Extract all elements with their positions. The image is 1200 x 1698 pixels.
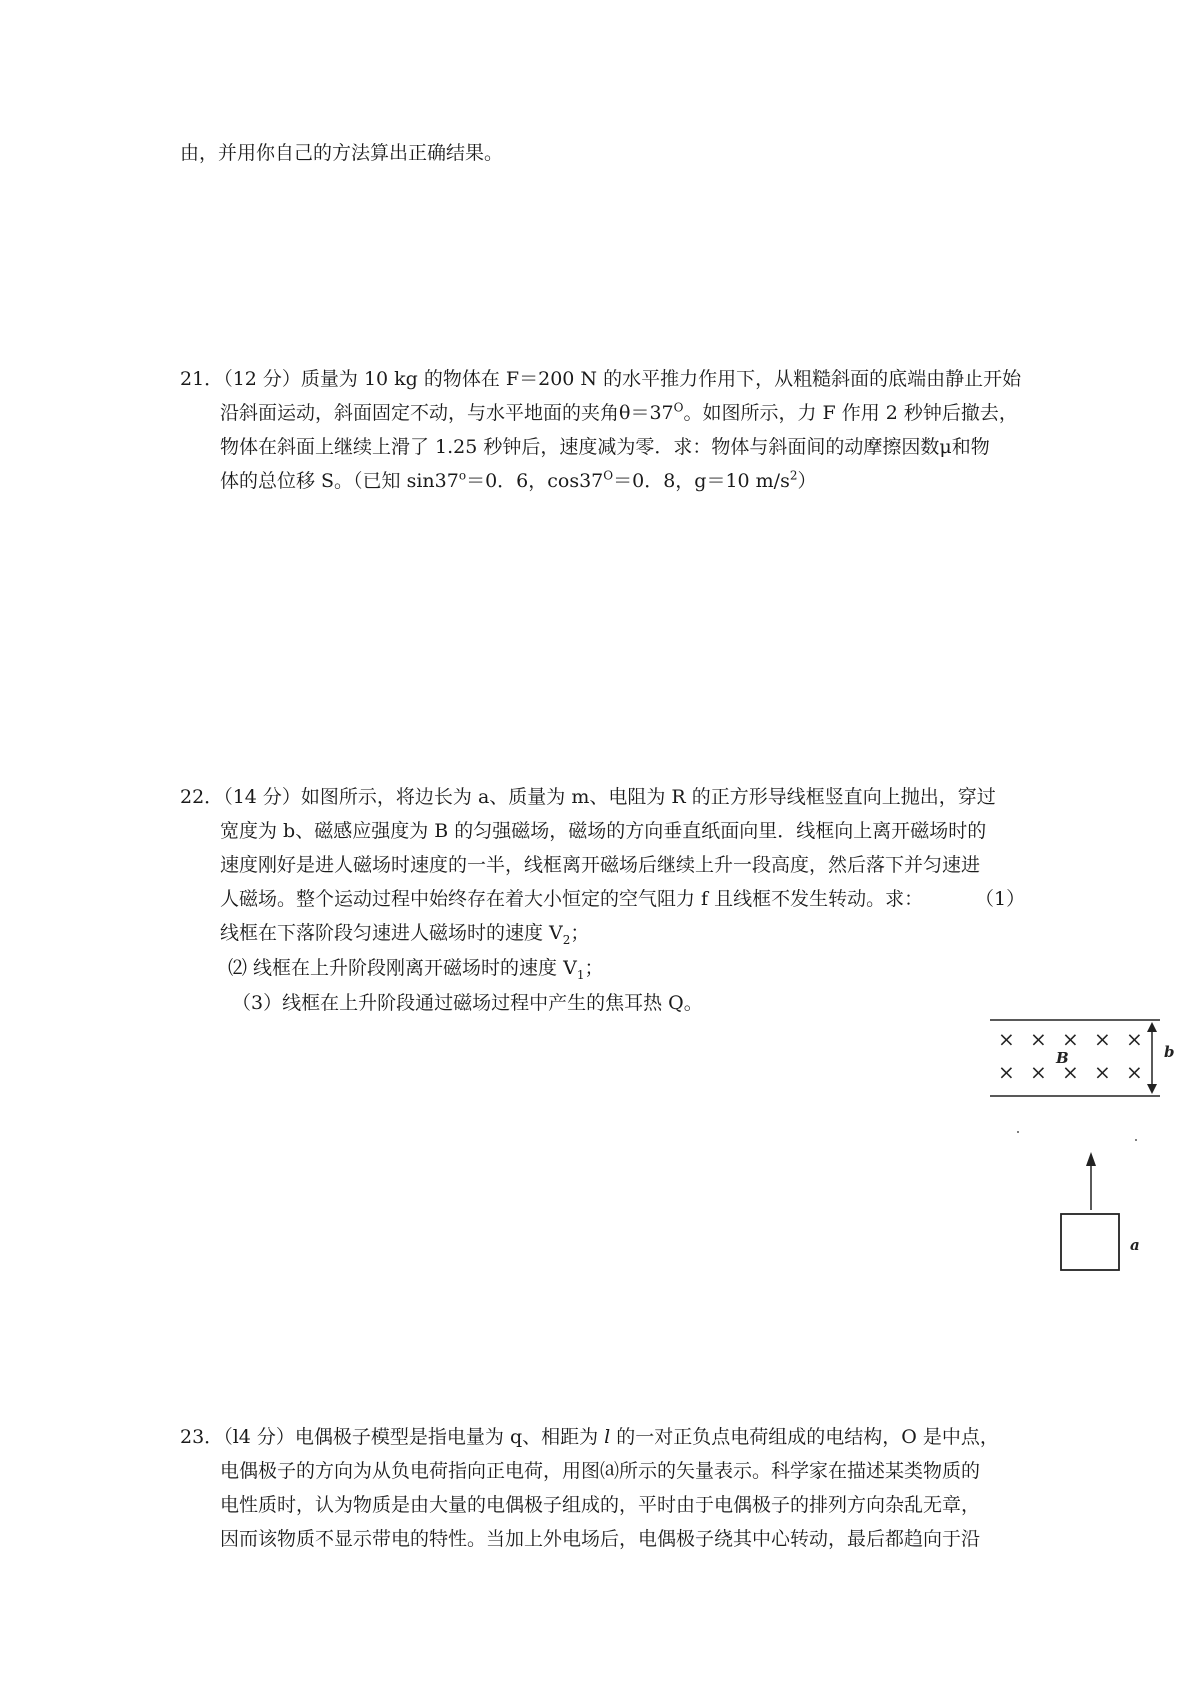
q23-line-3: 电性质时，认为物质是由大量的电偶极子组成的，平时由于电偶极子的排列方向杂乱无章， xyxy=(220,1494,981,1516)
cross-mark: × xyxy=(1062,1027,1079,1051)
q22-line-5: 线框在下落阶段匀速进人磁场时的速度 $V_2$； xyxy=(220,922,590,947)
q21-line-4: 体的总位移 S。（已知 $\sin 37^o=0$．6，$\cos 37^O=0$．8，g＝10 $m/s^2$） xyxy=(220,468,817,492)
q21-line-1: 21．（12 分）质量为 10 kg 的物体在 F＝200 N 的水平推力作用下，从粗糙斜面的底端由静止开始 xyxy=(180,368,1022,390)
q23-line-4: 因而该物质不显示带电的特性。当加上外电场后，电偶极子绕其中心转动，最后都趋向于沿 xyxy=(220,1528,981,1550)
q21-line-3: 物体在斜面上继续上滑了 1.25 秒钟后，速度减为零．求：物体与斜面间的动摩擦因数μ和物 xyxy=(220,436,990,458)
width-label-b: b xyxy=(1164,1043,1175,1061)
cross-mark: × xyxy=(1094,1060,1111,1084)
q22-number: 22． xyxy=(180,786,224,808)
q22-part-3: （3）线框在上升阶段通过磁场过程中产生的焦耳热 Q。 xyxy=(232,992,703,1014)
speck-dot xyxy=(1017,1131,1019,1133)
cross-mark: × xyxy=(998,1060,1015,1084)
square-loop xyxy=(1061,1214,1119,1270)
q22-part1-marker: （1） xyxy=(975,888,1026,910)
q22-part-2: ⑵ 线框在上升阶段刚离开磁场时的速度 $V_1$； xyxy=(228,957,604,982)
q22-points: （14 分） xyxy=(223,786,301,808)
q22-line-3: 速度刚好是进人磁场时速度的一半，线框离开磁场后继续上升一段高度，然后落下并匀速进 xyxy=(220,854,981,876)
field-label-B: B xyxy=(1056,1049,1069,1067)
q21-line-2: 沿斜面运动，斜面固定不动，与水平地面的夹角$\theta=37^O$。如图所示，力 F 作用 2 秒钟后撤去， xyxy=(220,400,1018,424)
width-arrow-up-icon xyxy=(1147,1022,1157,1032)
q21-points: （12 分） xyxy=(223,368,301,390)
cross-mark: × xyxy=(1062,1060,1079,1084)
q22-line-1: 22．（14 分）如图所示，将边长为 a、质量为 m、电阻为 R 的正方形导线框竖直向上抛出，穿过 xyxy=(180,786,996,808)
cross-mark: × xyxy=(1126,1060,1143,1084)
magnetic-field-figure xyxy=(990,1012,1180,1274)
q23-number: 23． xyxy=(180,1426,224,1448)
cross-mark: × xyxy=(1030,1027,1047,1051)
q23-line-2: 电偶极子的方向为从负电荷指向正电荷，用图⒜所示的矢量表示。科学家在描述某类物质的 xyxy=(220,1460,981,1482)
width-arrow-down-icon xyxy=(1147,1084,1157,1094)
side-label-a: a xyxy=(1130,1236,1140,1254)
q22-line-2: 宽度为 b、磁感应强度为 B 的匀强磁场，磁场的方向垂直纸面向里．线框向上离开磁场时的 xyxy=(220,820,987,842)
q22-line-4: 人磁场。整个运动过程中始终存在着大小恒定的空气阻力 f 且线框不发生转动。求： xyxy=(220,888,924,910)
speck-dot xyxy=(1135,1139,1137,1141)
cross-mark: × xyxy=(998,1027,1015,1051)
cross-mark: × xyxy=(1030,1060,1047,1084)
q23-line-1: 23．（l4 分）电偶极子模型是指电量为 q、相距为 l 的一对正负点电荷组成的电结构，O 是中点， xyxy=(180,1426,999,1448)
intro-line-1: 由，并用你自己的方法算出正确结果。 xyxy=(180,142,504,164)
q21-number: 21． xyxy=(180,368,224,390)
cross-mark: × xyxy=(1126,1027,1143,1051)
velocity-arrow-up-icon xyxy=(1086,1152,1096,1166)
field-crosses xyxy=(998,1027,1143,1084)
q23-points: （l4 分） xyxy=(223,1426,295,1448)
cross-mark: × xyxy=(1094,1027,1111,1051)
